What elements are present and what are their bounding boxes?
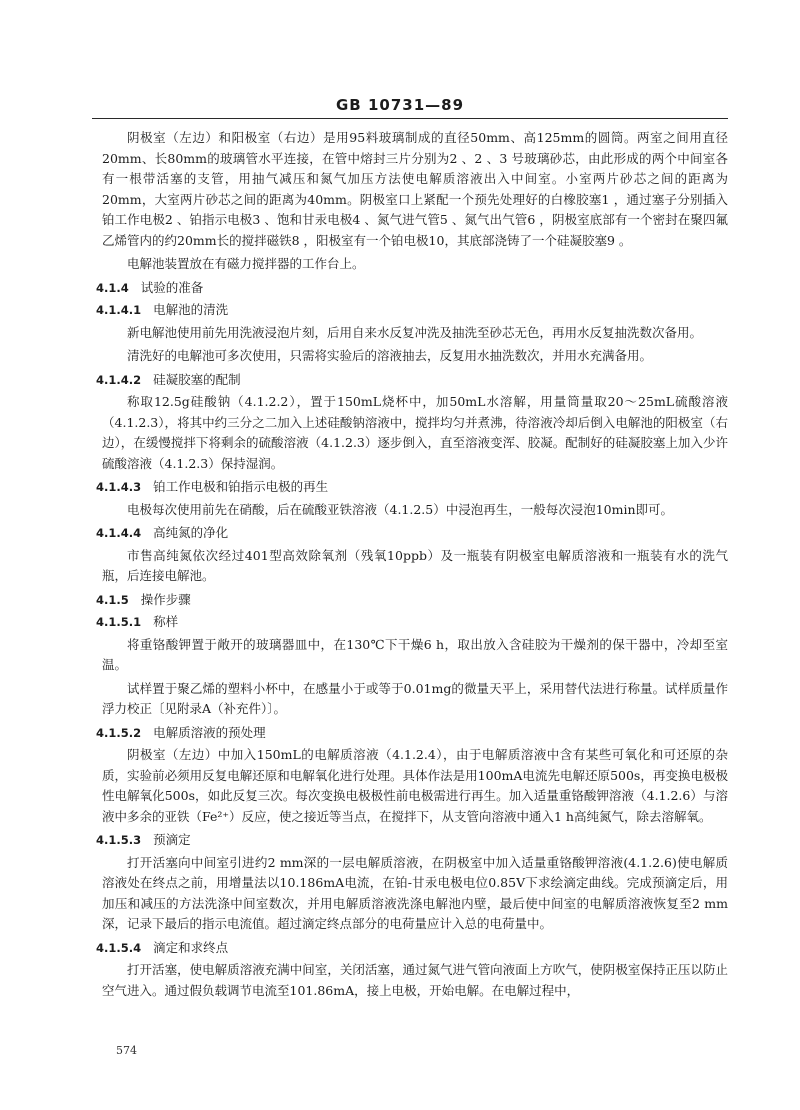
section-title: 电解池的清洗 <box>153 302 229 317</box>
paragraph: 打开活塞向中间室引进约2 mm深的一层电解质溶液，在阴极室中加入适量重铬酸钾溶液(4.1.2.6)使电解质溶液处在终点之前，用增量法以10.186mA电流，在铂-甘汞电极电位0.85V下求绘滴定曲线。完成预滴定后，用加压和减压的方法洗涤中间室数次，并用电解质溶液洗涤电解池内壁，最后使中间室的电解质溶液恢复至2 mm深，记录下最后的指示电流值。超过滴定终点部分的电荷量应计入总的电荷量中。 <box>102 854 728 931</box>
section-title: 滴定和求终点 <box>153 939 229 955</box>
paragraph: 打开活塞，使电解质溶液充满中间室，关闭活塞，通过氮气进气管向液面上方吹气，使阴极室保持正压以防止空气进入。通过假负载调节电流至101.86mA，接上电极，开始电解。在电解过程中， <box>102 962 728 998</box>
section-number: 4.1.5.4 <box>96 940 142 955</box>
section-number: 4.1.5 <box>96 592 129 607</box>
paragraph: 清洗好的电解池可多次使用，只需将实验后的溶液抽去，反复用水抽洗数次，并用水充满备用。 <box>127 348 653 363</box>
paragraph: 将重铬酸钾置于敞开的玻璃器皿中，在130℃下干燥6 h，取出放入含硅胶为干燥剂的保干器中，冷却至室温。 <box>102 636 728 672</box>
section-title: 电解质溶液的预处理 <box>153 724 266 740</box>
paragraph: 电极每次使用前先在硝酸，后在硫酸亚铁溶液（4.1.2.5）中浸泡再生，一般每次浸泡10min即可。 <box>127 501 674 517</box>
section-heading <box>96 830 728 851</box>
paragraph: 市售高纯氮依次经过401型高效除氧剂（残氧10ppb）及一瓶装有阴极室电解质溶液和一瓶装有水的洗气瓶，后连接电解池。 <box>102 547 728 583</box>
section-number: 4.1.4.2 <box>96 372 142 387</box>
paragraph: 称取12.5g硅酸钠（4.1.2.2），置于150mL烧杯中，加50mL水溶解，用量筒量取20～25mL硫酸溶液（4.1.2.3），将其中约三分之二加入上述硅酸钠溶液中，搅拌均匀并煮沸，待溶液冷却后倒入电解池的阳极室（右边），在缓慢搅拌下将剩余的硫酸溶液（4.1.2.3）逐步倒入，直至溶液变浑、胶凝。配制好的硅凝胶塞上加入少许硫酸溶液（4.1.2.3）保持湿润。 <box>102 394 728 471</box>
section-heading <box>96 278 728 299</box>
section-number: 4.1.5.1 <box>96 615 142 629</box>
section-heading <box>96 370 728 391</box>
section-title: 铂工作电极和铂指示电极的再生 <box>153 479 329 494</box>
section-heading <box>96 723 728 744</box>
paragraph: 新电解池使用前先用洗液浸泡片刻，后用自来水反复冲洗及抽洗至砂芯无色，再用水反复抽洗数次备用。 <box>127 324 703 340</box>
paragraph: 电解池装置放在有磁力搅拌器的工作台上。 <box>127 256 365 271</box>
section-heading <box>96 590 728 611</box>
section-number: 4.1.5.2 <box>96 725 142 740</box>
standard-header: GB 10731—89 <box>335 96 465 114</box>
section-number: 4.1.4 <box>96 280 129 295</box>
paragraph: 试样置于聚乙烯的塑料小杯中，在感量小于或等于0.01mg的微量天平上，采用替代法进行称量。试样质量作浮力校正〔见附录A（补充件）〕。 <box>102 680 728 716</box>
document-body <box>96 128 728 1004</box>
paragraph: 阴极室（左边）和阳极室（右边）是用95料玻璃制成的直径50mm、高125mm的圆筒。两室之间用直径20mm、长80mm的玻璃管水平连接，在管中熔封三片分别为2 、2 、3 号玻璃砂芯，由此形成的两个中间室各有一根带活塞的支管，用抽气减压和氮气加压方法使电解质溶液出入中间室。小室两片砂芯之间的距离为20mm，大室两片砂芯之间的距离为40mm。阴极室口上紧配一个预先处理好的白橡胶塞1 ，通过塞子分别插入铂工作电极2 、铂指示电极3 、饱和甘汞电极4 、氮气进气管5 、氮气出气管6 ，阴极室底部有一个密封在聚四氟乙烯管内的约20mm长的搅拌磁铁8 ，阳极室有一个铂电极10，其底部浇铸了一个硅凝胶塞9 。 <box>102 130 728 248</box>
section-title: 操作步骤 <box>140 591 191 607</box>
section-title: 称样 <box>153 614 179 629</box>
section-number: 4.1.4.1 <box>96 303 142 317</box>
section-heading <box>96 523 728 544</box>
section-heading <box>96 300 728 321</box>
section-heading <box>96 612 728 633</box>
section-number: 4.1.5.3 <box>96 833 142 847</box>
section-title: 试验的准备 <box>140 279 204 295</box>
section-number: 4.1.4.3 <box>96 480 142 494</box>
page-number: 574 <box>116 1044 137 1057</box>
paragraph: 阴极室（左边）中加入150mL的电解质溶液（4.1.2.4），由于电解质溶液中含有某些可氧化和可还原的杂质，实验前必须用反复电解还原和电解氧化进行处理。具体作法是用100mA电流先电解还原500s，再变换电极极性电解氧化500s，如此反复三次。每次变换电极极性前电极需进行再生。加入适量重铬酸钾溶液（4.1.2.6）与溶液中多余的亚铁（Fe²⁺）反应，使之接近等当点，在搅拌下，从支管向溶液中通入1 h高纯氮气，除去溶解氧。 <box>102 747 728 824</box>
section-title: 高纯氮的净化 <box>153 525 229 540</box>
section-heading <box>96 477 728 498</box>
section-title: 硅凝胶塞的配制 <box>153 371 241 387</box>
section-title: 预滴定 <box>153 832 191 847</box>
section-number: 4.1.4.4 <box>96 526 142 540</box>
header-rule <box>92 118 728 119</box>
section-heading <box>96 938 728 959</box>
